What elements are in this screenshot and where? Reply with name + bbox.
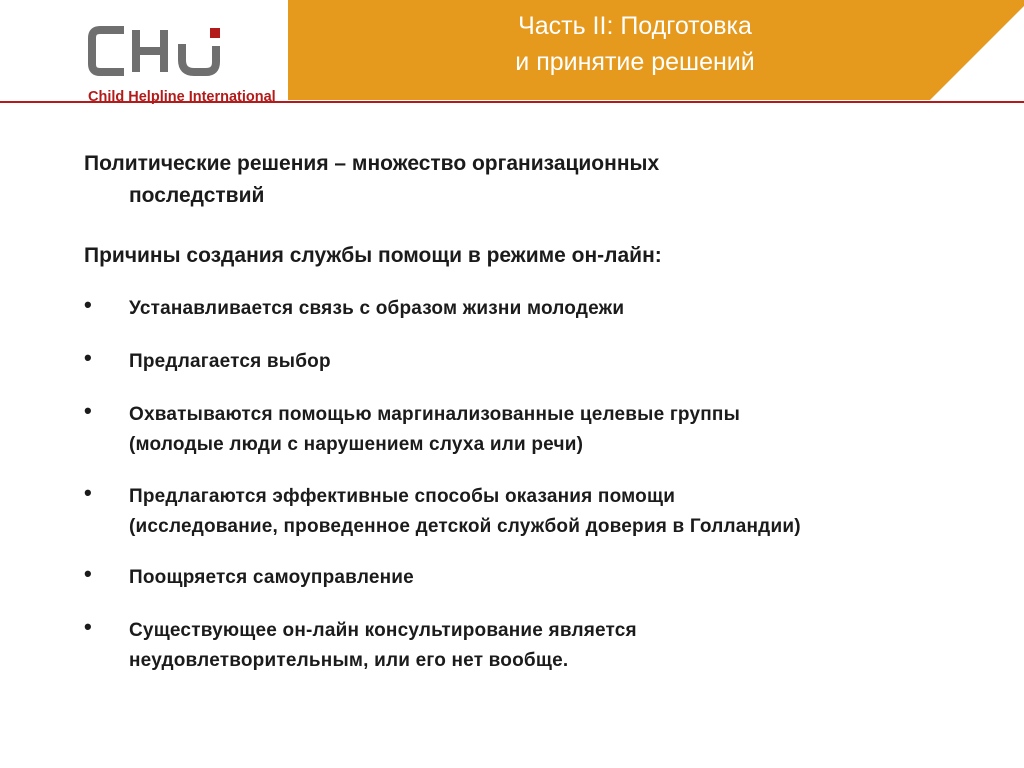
slide-title-line-2: и принятие решений bbox=[515, 48, 755, 76]
bullet-dot: • bbox=[84, 561, 92, 586]
heading-political-decisions-line-1: Политические решения – множество организационных bbox=[84, 152, 660, 175]
bullet-text-continuation: (исследование, проведенное детской службой доверия в Голландии) bbox=[129, 516, 801, 537]
slide-title bbox=[415, 8, 855, 80]
bullet-dot: • bbox=[84, 345, 92, 370]
logo-caption: Child Helpline International bbox=[88, 89, 276, 105]
bullet-text-continuation: (молодые люди с нарушением слуха или речи) bbox=[129, 434, 584, 455]
bullet-text: Предлагается выбор bbox=[129, 351, 331, 372]
bullet-dot: • bbox=[84, 480, 92, 505]
chi-logo-mark bbox=[86, 22, 226, 80]
bullet-dot: • bbox=[84, 292, 92, 317]
heading-political-decisions-line-2: последствий bbox=[129, 184, 265, 207]
bullet-text-continuation: неудовлетворительным, или его нет вообще. bbox=[129, 650, 569, 671]
bullet-text: Охватываются помощью маргинализованные целевые группы bbox=[129, 404, 741, 425]
bullet-dot: • bbox=[84, 398, 92, 423]
bullet-text: Существующее он-лайн консультирование является bbox=[129, 620, 637, 641]
slide-title-line-1: Часть II: Подготовка bbox=[518, 12, 752, 40]
heading-online-reasons: Причины создания службы помощи в режиме он-лайн: bbox=[84, 244, 662, 267]
bullet-text: Поощряется самоуправление bbox=[129, 567, 414, 588]
bullet-text: Устанавливается связь с образом жизни молодежи bbox=[129, 298, 625, 319]
heading-political-decisions bbox=[84, 148, 659, 212]
bullet-dot: • bbox=[84, 614, 92, 639]
chi-logo bbox=[86, 14, 286, 105]
bullet-text: Предлагаются эффективные способы оказания помощи bbox=[129, 486, 676, 507]
